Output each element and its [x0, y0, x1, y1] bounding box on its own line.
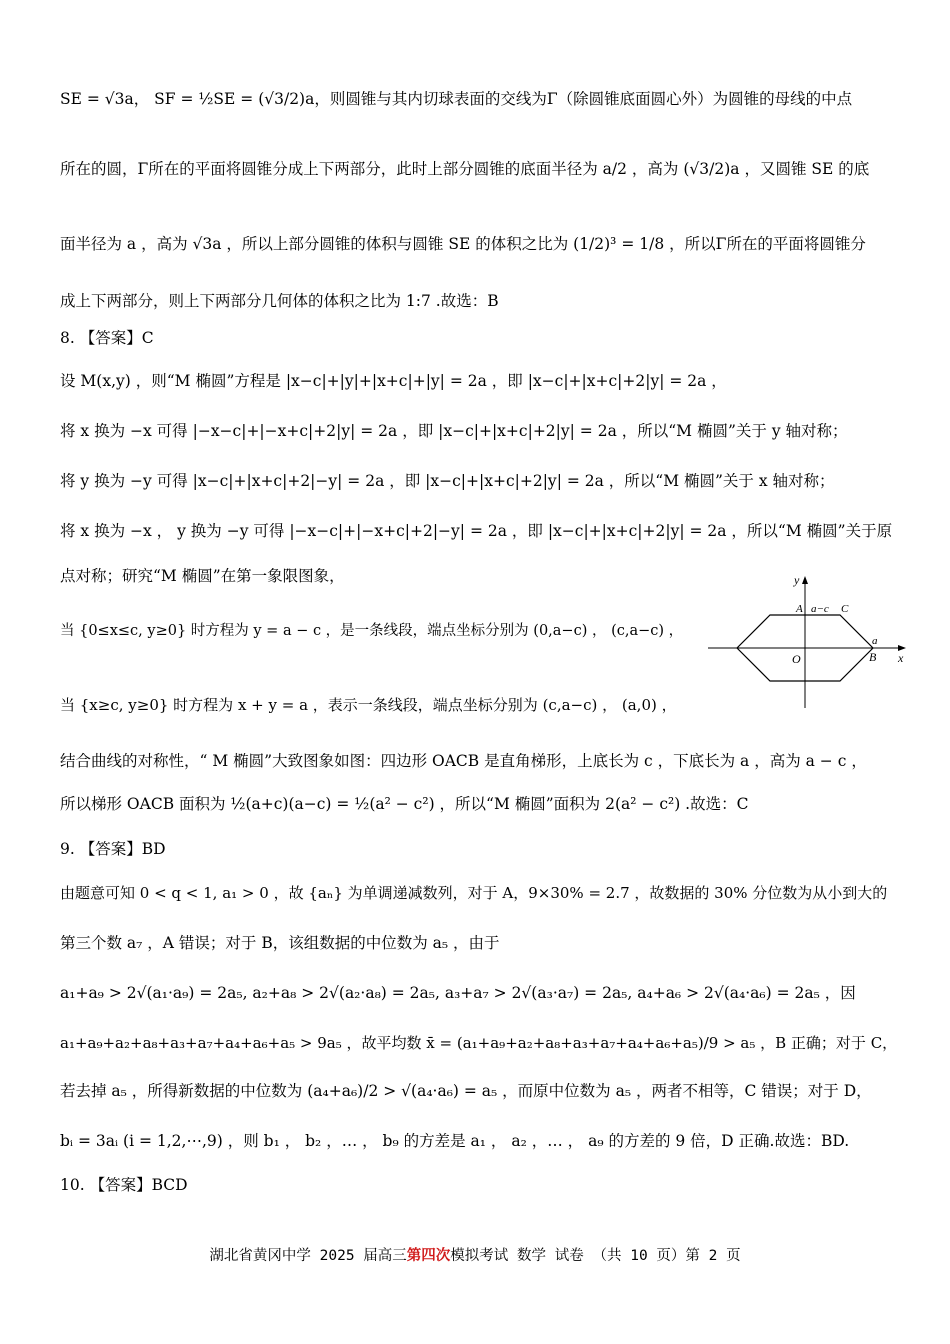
y-axis-arrow: [802, 576, 808, 584]
footer-page-info: 模拟考试 数学 试卷 （共 10 页）第 2 页: [450, 1248, 741, 1264]
text-line: 8. 【答案】C: [60, 329, 154, 347]
text-line: 面半径为 a ，高为 √3a ，所以上部分圆锥的体积与圆锥 SE 的体积之比为 (1/2)³ = 1/8 ，所以Γ所在的平面将圆锥分: [60, 235, 866, 253]
text-line: 9. 【答案】BD: [60, 840, 166, 858]
footer-school: 湖北省黄冈中学 2025 届高三: [209, 1248, 407, 1264]
text-line: a₁+a₉+a₂+a₈+a₃+a₇+a₄+a₆+a₅ > 9a₅ ，故平均数 x̄ = (a₁+a₉+a₂+a₈+a₃+a₇+a₄+a₆+a₅)/9 > a₅ ，B 正确；对于 C，: [60, 1034, 898, 1052]
text-line: 将 y 换为 −y 可得 |x−c|+|x+c|+2|−y| = 2a ，即 |x−c|+|x+c|+2|y| = 2a ，所以“M 椭圆”关于 x 轴对称；: [60, 472, 835, 490]
text-line: 由题意可知 0 < q < 1, a₁ > 0 ，故 {aₙ} 为单调递减数列，对于 A，9×30% = 2.7 ，故数据的 30% 分位数为从小到大的: [60, 884, 888, 902]
text-line: 成上下两部分，则上下两部分几何体的体积之比为 1:7 .故选：B: [60, 292, 499, 310]
label-O: O: [792, 652, 801, 666]
text-line: 第三个数 a₇ ，A 错误；对于 B，该组数据的中位数为 a₅ ，由于: [60, 934, 500, 952]
text-line: SE = √3a， SF = ½SE = (√3/2)a，则圆锥与其内切球表面的交线为Γ（除圆锥底面圆心外）为圆锥的母线的中点: [60, 90, 853, 108]
text-line: a₁+a₉ > 2√(a₁·a₉) = 2a₅, a₂+a₈ > 2√(a₂·a₈) = 2a₅, a₃+a₇ > 2√(a₃·a₇) = 2a₅, a₄+a₆ > 2√(a₄·a₆) = 2a₅ ，因: [60, 984, 856, 1002]
footer-exam-number: 第四次: [406, 1248, 451, 1264]
text-line: 若去掉 a₅ ，所得新数据的中位数为 (a₄+a₆)/2 > √(a₄·a₆) = a₅ ，而原中位数为 a₅ ，两者不相等，C 错误；对于 D，: [60, 1082, 872, 1100]
label-B: B: [869, 650, 877, 664]
label-a-minus-c: a−c: [811, 603, 829, 615]
label-a: a: [872, 635, 878, 647]
text-line: 10. 【答案】BCD: [60, 1176, 188, 1194]
text-line: 所在的圆，Γ所在的平面将圆锥分成上下两部分，此时上部分圆锥的底面半径为 a/2 ，高为 (√3/2)a ，又圆锥 SE 的底: [60, 160, 870, 178]
text-line: 设 M(x,y) ，则“M 椭圆”方程是 |x−c|+|y|+|x+c|+|y| = 2a ，即 |x−c|+|x+c|+2|y| = 2a ，: [60, 372, 727, 390]
text-line: 将 x 换为 −x 可得 |−x−c|+|−x+c|+2|y| = 2a ，即 |x−c|+|x+c|+2|y| = 2a ，所以“M 椭圆”关于 y 轴对称；: [60, 422, 848, 440]
label-y: y: [794, 573, 800, 587]
text-line: 当 {0≤x≤c, y≥0} 时方程为 y = a − c ，是一条线段，端点坐标分别为 (0,a−c) ， (c,a−c) ，: [60, 623, 684, 639]
label-C: C: [841, 603, 849, 615]
text-line: 将 x 换为 −x ， y 换为 −y 可得 |−x−c|+|−x+c|+2|−y| = 2a ，即 |x−c|+|x+c|+2|y| = 2a ，所以“M 椭圆”关于原: [60, 522, 893, 540]
page-footer: [0, 1244, 950, 1265]
m-ellipse-figure: [706, 572, 908, 712]
text-line: 当 {x≥c, y≥0} 时方程为 x + y = a ，表示一条线段，端点坐标分别为 (c,a−c) ， (a,0) ，: [60, 696, 677, 714]
text-line: 所以梯形 OACB 面积为 ½(a+c)(a−c) = ½(a² − c²) ，所以“M 椭圆”面积为 2(a² − c²) .故选：C: [60, 795, 749, 813]
text-line: bᵢ = 3aᵢ (i = 1,2,⋯,9) ，则 b₁ ， b₂ ，… ， b₉ 的方差是 a₁ ， a₂ ，… ， a₉ 的方差的 9 倍，D 正确.故选：BD.: [60, 1132, 850, 1150]
text-line: 结合曲线的对称性，“ M 椭圆”大致图象如图：四边形 OACB 是直角梯形，上底长为 c ，下底长为 a ，高为 a − c ，: [60, 752, 867, 770]
text-line: 点对称；研究“M 椭圆”在第一象限图象，: [60, 567, 345, 585]
label-x: x: [898, 651, 904, 665]
label-A: A: [796, 603, 803, 615]
